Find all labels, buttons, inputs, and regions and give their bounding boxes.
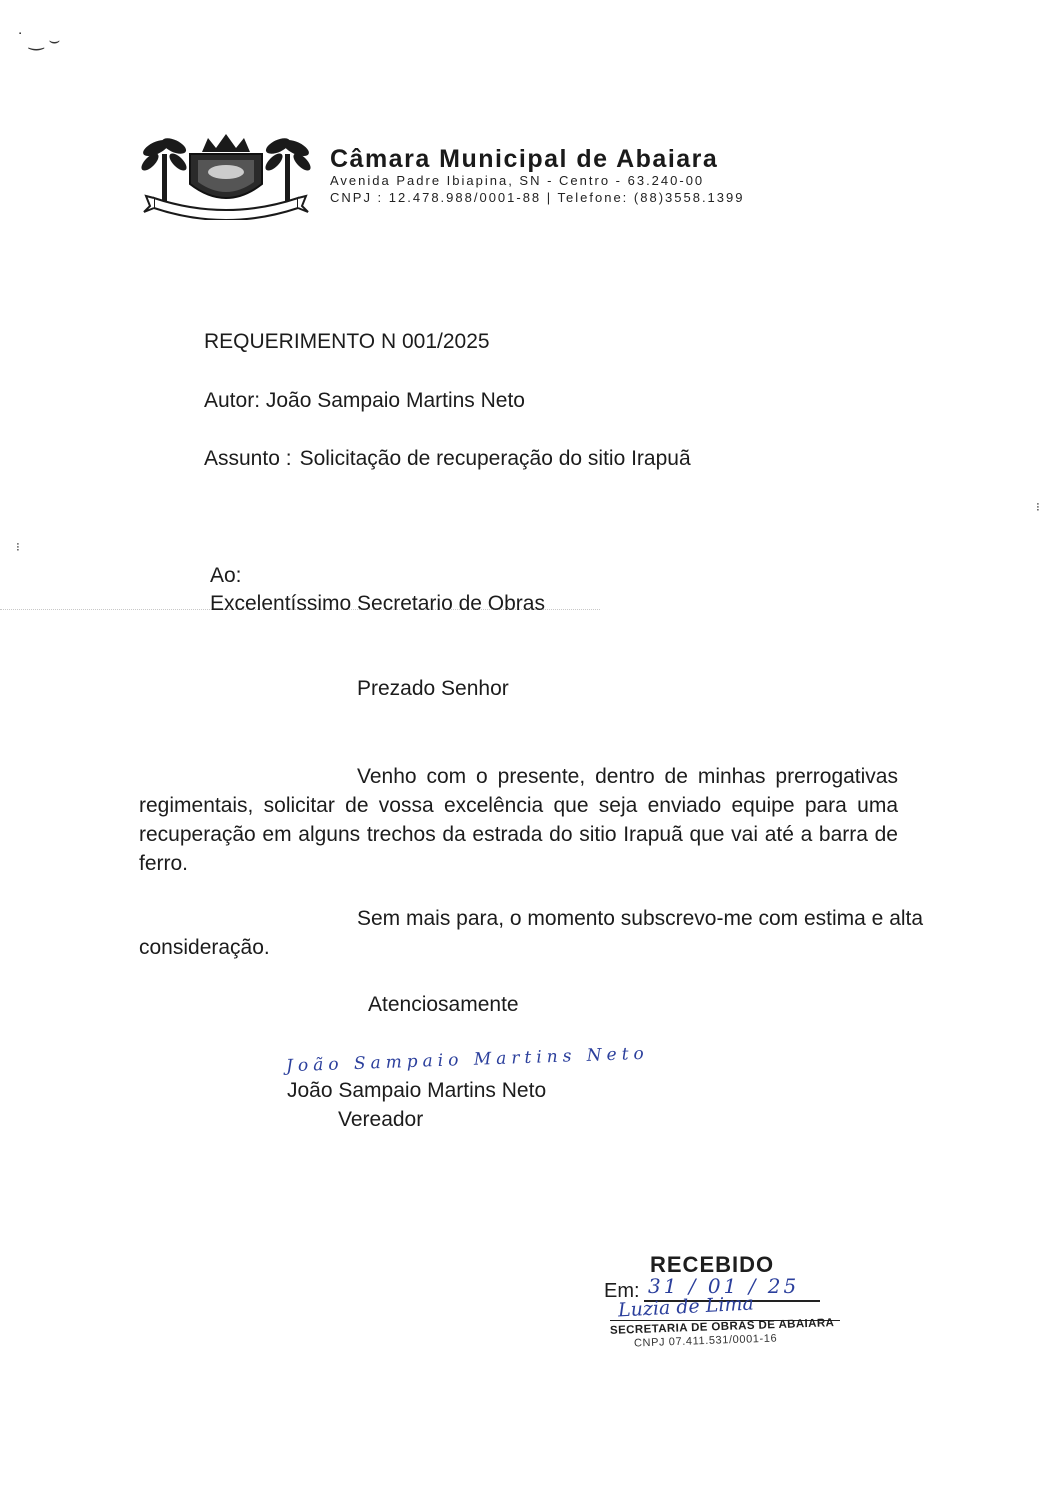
scan-artifact: ˙ ‿ ⌣ <box>18 30 61 50</box>
stamp-organization: SECRETARIA DE OBRAS DE ABAIARA <box>609 1317 835 1337</box>
stamp-title: RECEBIDO <box>650 1252 775 1277</box>
letterhead-contact: CNPJ : 12.478.988/0001-88 | Telefone: (88)3558.1399 <box>330 190 745 205</box>
scan-artifact: ⁝ <box>16 540 20 554</box>
letterhead-title: Câmara Municipal de Abaiara <box>330 145 719 173</box>
subject-label: Assunto : <box>204 447 292 470</box>
scan-artifact: ⁝ <box>1036 500 1040 514</box>
stamp-receiver-signature: Luzia de Lima <box>617 1292 755 1322</box>
handwritten-signature: João Sampaio Martins Neto <box>285 1043 650 1077</box>
signer-role: Vereador <box>338 1108 424 1131</box>
received-stamp <box>600 1250 850 1360</box>
document-subject <box>204 445 691 473</box>
recipient: Excelentíssimo Secretario de Obras <box>210 592 545 615</box>
closing-continuation: consideração. <box>139 936 270 959</box>
salutation: Prezado Senhor <box>357 677 509 700</box>
closing-line: Sem mais para, o momento subscrevo-me com estima e alta <box>357 907 924 930</box>
stamp-cnpj: CNPJ 07.411.531/0001-16 <box>633 1332 778 1350</box>
municipal-crest-logo <box>140 132 312 220</box>
to-label: Ao: <box>210 564 242 587</box>
signer-name: João Sampaio Martins Neto <box>287 1079 547 1102</box>
document-title: REQUERIMENTO N 001/2025 <box>204 330 490 353</box>
letterhead <box>330 146 744 206</box>
letterhead-address: Avenida Padre Ibiapina, SN - Centro - 63.240-00 <box>330 173 705 188</box>
body-paragraph: Venho com o presente, dentro de minhas prerrogativas regimentais, solicitar de vossa excelência que seja enviado equipe para uma recuperação em alguns trechos da estrada do sitio Irapuã que vai até a barra de ferro. <box>139 765 898 875</box>
stamp-date: 31 / 01 / 25 <box>648 1274 800 1298</box>
subject-text: Solicitação de recuperação do sitio Irapuã <box>299 447 691 470</box>
document-author: Autor: João Sampaio Martins Neto <box>204 389 525 412</box>
regards: Atenciosamente <box>368 993 519 1016</box>
stamp-date-label: Em: <box>604 1280 640 1302</box>
